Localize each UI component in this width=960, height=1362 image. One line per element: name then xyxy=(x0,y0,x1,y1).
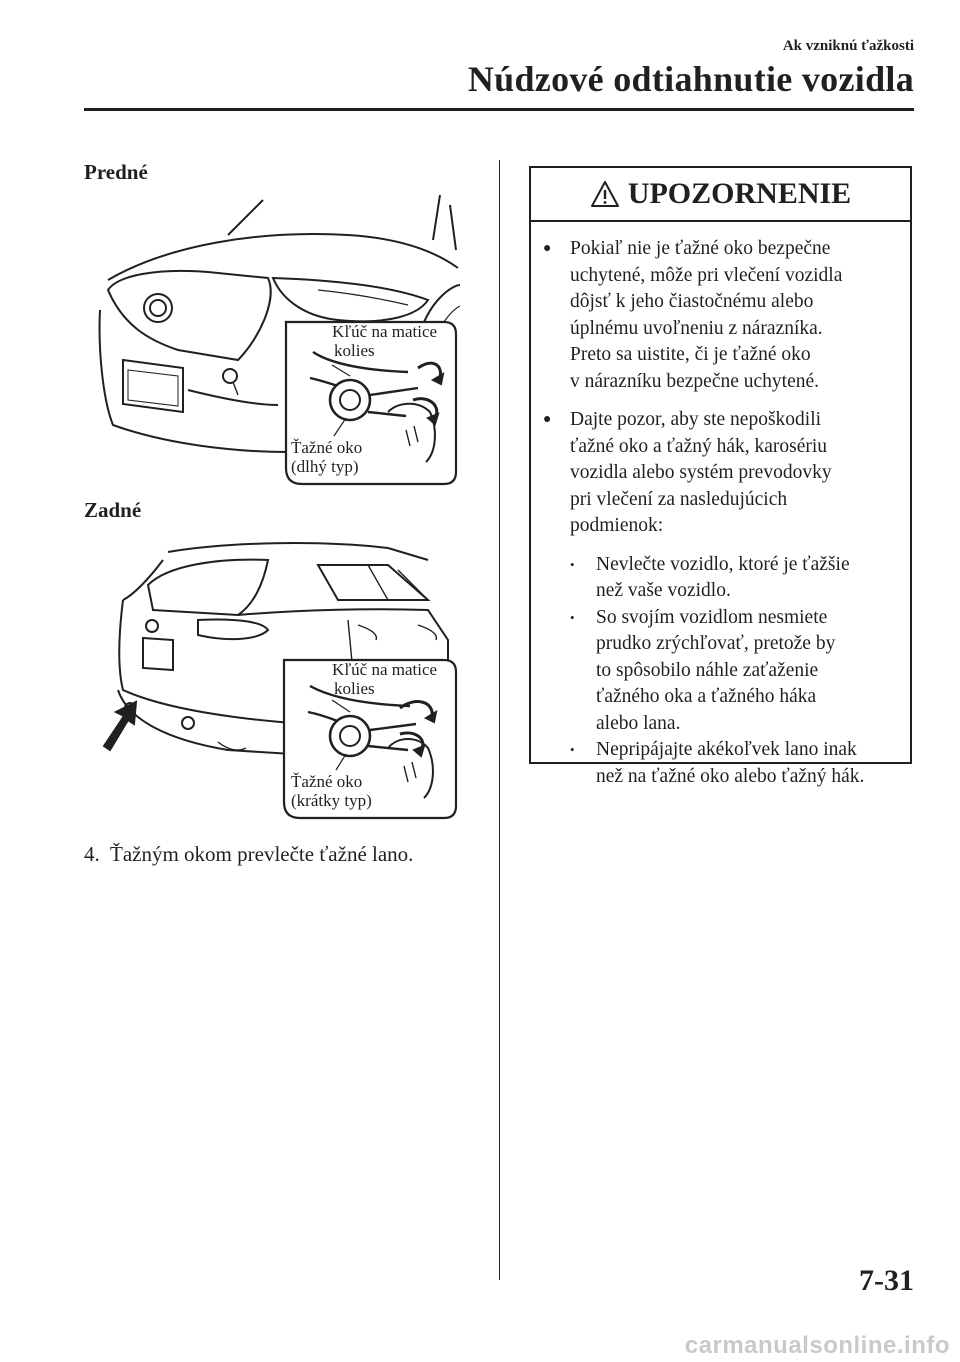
warning-line: pri vlečení za nasledujúcich xyxy=(570,488,788,510)
step-4 xyxy=(84,842,413,867)
bullet-icon: ● xyxy=(543,412,552,427)
rear-wrench-line-1: Kľúč na matice xyxy=(332,660,438,679)
warning-line: podmienok: xyxy=(570,515,664,536)
warning-line: vozidla alebo systém prevodovky xyxy=(570,462,832,483)
rear-eye-line-1: Ťažné oko xyxy=(291,772,363,791)
warning-line: ťažné oko a ťažný hák, karosériu xyxy=(570,435,828,457)
page-number: 7-31 xyxy=(859,1264,914,1297)
small-bullet-icon: • xyxy=(570,609,575,625)
column-divider xyxy=(499,160,500,1280)
warning-line: než vaše vozidlo. xyxy=(596,580,731,601)
rear-wrench-line-2: kolies xyxy=(334,679,375,698)
chapter-subtitle: Ak vzniknú ťažkosti xyxy=(782,38,914,54)
warning-subitem xyxy=(570,737,896,790)
header-divider xyxy=(84,108,914,111)
warning-triangle-icon xyxy=(590,180,620,208)
warning-item xyxy=(543,407,896,540)
warning-line: Pokiaľ nie je ťažné oko bezpečne xyxy=(570,238,831,259)
warning-line: uchytené, môže pri vlečení vozidla xyxy=(570,264,843,286)
warning-body xyxy=(531,222,910,790)
front-label: Predné xyxy=(84,160,148,184)
bullet-icon: ● xyxy=(543,241,552,256)
rear-eye-line-2: (krátky typ) xyxy=(291,791,372,810)
step-number: 4. xyxy=(84,842,100,866)
warning-line: Nevlečte vozidlo, ktoré je ťažšie xyxy=(596,553,850,575)
warning-line: dôjsť k jeho čiastočnému alebo xyxy=(570,291,814,312)
warning-subitem xyxy=(570,605,896,738)
front-eye-callout xyxy=(291,438,362,476)
step-text: Ťažným okom prevlečte ťažné lano. xyxy=(110,842,414,866)
warning-line: to spôsobilo náhle zaťaženie xyxy=(596,659,819,681)
warning-line: ťažného oka a ťažného háka xyxy=(596,686,817,707)
front-wrench-line-1: Kľúč na matice xyxy=(332,322,438,341)
warning-line: než na ťažné oko alebo ťažný hák. xyxy=(596,765,865,787)
warning-line: alebo lana. xyxy=(596,712,681,734)
small-bullet-icon: • xyxy=(570,742,575,757)
rear-eye-callout xyxy=(291,772,372,810)
front-wrench-line-2: kolies xyxy=(334,341,375,360)
warning-line: Nepripájajte akékoľvek lano inak xyxy=(596,739,857,760)
warning-subitem xyxy=(570,552,896,605)
watermark: carmanualsonline.info xyxy=(684,1332,950,1359)
warning-line: So svojím vozidlom nesmiete xyxy=(596,606,828,628)
front-eye-line-1: Ťažné oko xyxy=(291,438,363,457)
front-eye-line-2: (dlhý typ) xyxy=(291,457,359,476)
warning-line: v nárazníku bezpečne uchytené. xyxy=(570,370,820,392)
warning-title: UPOZORNENIE xyxy=(627,177,852,210)
front-wrench-callout xyxy=(332,322,437,360)
small-bullet-icon: • xyxy=(570,556,575,572)
warning-line: Dajte pozor, aby ste nepoškodili xyxy=(570,409,822,430)
page-title: Núdzové odtiahnutie vozidla xyxy=(467,59,914,99)
rear-wrench-callout xyxy=(332,660,437,698)
rear-label: Zadné xyxy=(84,498,142,522)
warning-item xyxy=(543,236,896,395)
warning-line: prudko zrýchľovať, pretože by xyxy=(596,633,836,654)
warning-line: úplnému uvoľneniu z nárazníka. xyxy=(570,317,823,339)
warning-header xyxy=(531,168,910,222)
warning-box xyxy=(529,166,912,787)
warning-line: Preto sa uistite, či je ťažné oko xyxy=(570,344,811,365)
